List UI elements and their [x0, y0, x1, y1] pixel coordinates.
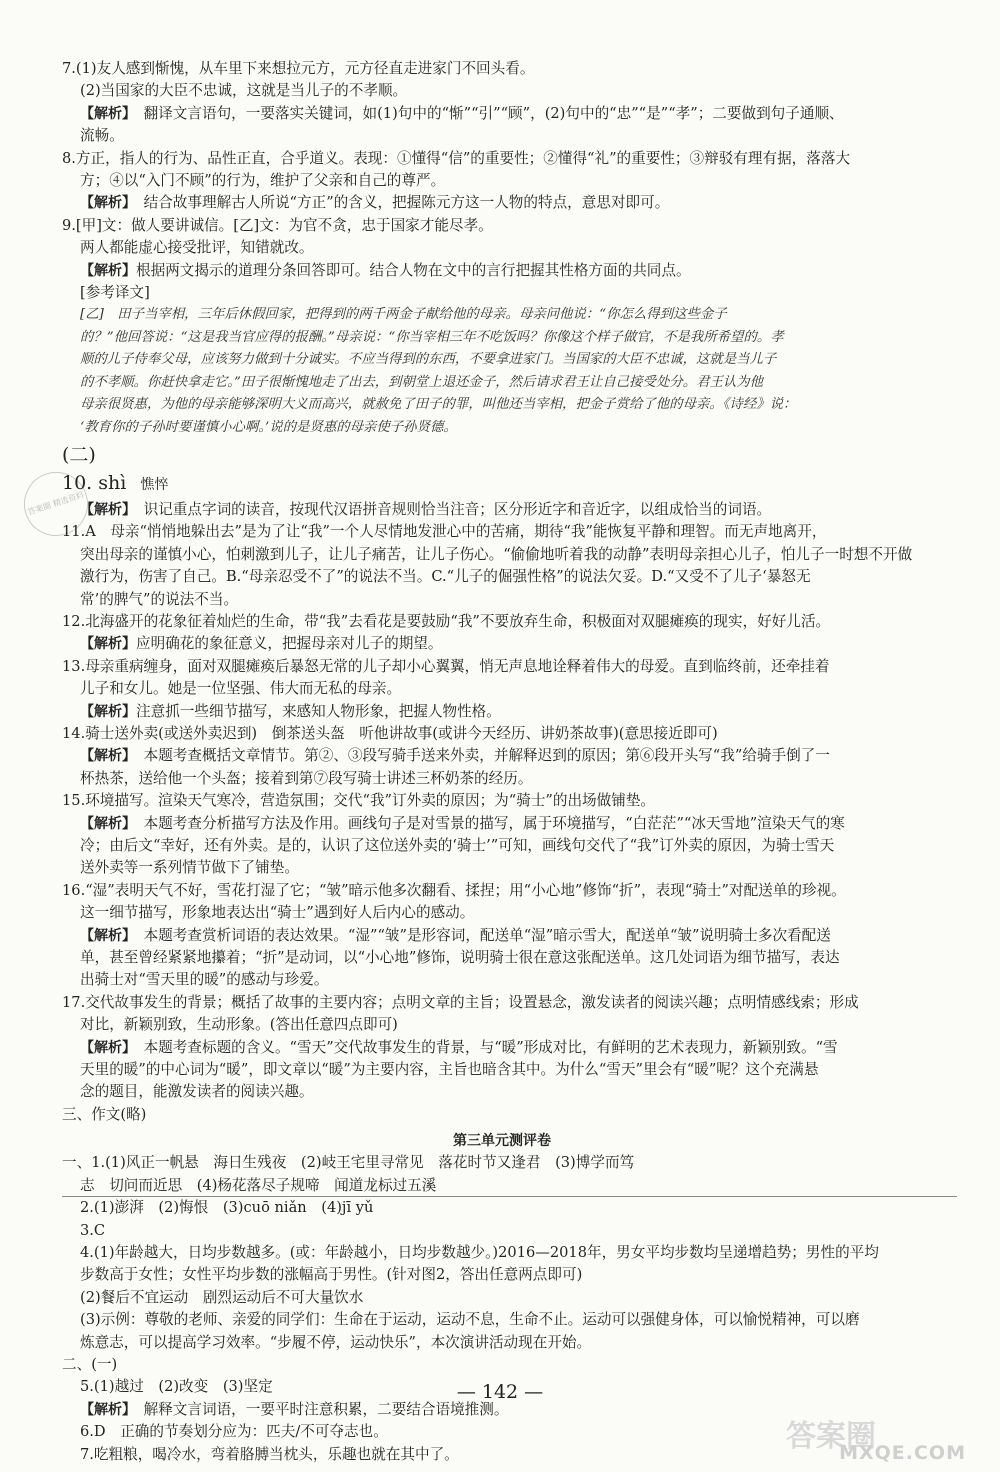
translation-line: 的不孝顺。你赶快拿走它。”田子很惭愧地走了出去，到朝堂上退还金子，然后请求君王让自己接受处分。君王认为他 [80, 374, 764, 390]
answer-10: 10. shì 憔悴 [62, 471, 169, 494]
analysis-10: 【解析】 识记重点字词的读音，按现代汉语拼音规则恰当注音；区分形近字和音近字，以组成恰当的词语。 [80, 500, 772, 518]
translation-line: ‘教育你的子孙时要谨慎小心啊。’说的是贤惠的母亲使子孙贤德。 [80, 419, 457, 435]
analysis-15-cont: 冷；由后文“幸好，还有外卖。是的，认识了这位送外卖的‘骑士’”可知，画线句交代了“我”订外卖的原因，为骑士雪天 [80, 837, 835, 854]
unit3-answer-4-3-cont: 炼意志，可以提高学习效率。“步履不停，运动快乐”，本次演讲活动现在开始。 [80, 1333, 592, 1351]
analysis-8: 【解析】 结合故事理解古人所说“方正”的含义，把握陈元方这一人物的特点，意思对即可。 [80, 194, 670, 212]
answer-12: 12.北海盛开的花象征着灿烂的生命，带“我”去看花是要鼓励“我”不要放弃生命，积极面对双腿瘫痪的现实，好好儿活。 [62, 612, 831, 630]
answer-15: 15.环境描写。渲染天气寒冷，营造氛围；交代“我”订外卖的原因；为“骑士”的出场做铺垫。 [62, 792, 656, 810]
analysis-tag: 【解析】 [80, 262, 136, 279]
answer-14: 14.骑士送外卖(或送外卖迟到) 倒茶送头盔 听他讲故事(或讲今天经历、讲奶茶故事)(意思接近即可) [62, 724, 718, 742]
analysis-tag: 【解析】 [80, 636, 136, 653]
answer-7-1: 7.(1)友人感到惭愧，从车里下来想拉元方，元方径直走进家门不回头看。 [62, 60, 535, 77]
analysis-12: 【解析】应明确花的象征意义，把握母亲对儿子的期望。 [80, 635, 443, 653]
analysis-tag: 【解析】 [80, 195, 129, 212]
analysis-14-cont: 杯热茶，送给他一个头盔；接着到第⑦段写骑士讲述三杯奶茶的经历。 [80, 769, 533, 787]
analysis-17: 【解析】 本题考查标题的含义。“雪天”交代故事发生的背景，与“暖”形成对比，有鲜明的艺术表现力，新颖别致。“雪 [80, 1038, 838, 1056]
answer-16: 16.“湿”表明天气不好，雪花打湿了它；“皱”暗示他多次翻看、揉捏；用“小心地”修饰“折”，表现“骑士”对配送单的珍视。 [62, 881, 846, 899]
analysis-17-cont: 天里的暖”的中心词为“暖”，即文章以“暖”为主要内容，主旨也暗含其中。为什么“雪天”里会有“暖”呢？这个充满悬 [80, 1061, 819, 1079]
translation-line: [乙] 田子当宰相，三年后休假回家，把得到的两千两金子献给他的母亲。母亲问他说：“你怎么得到这些金子 [80, 307, 727, 323]
unit3-answer-4-cont: 步数高于女性；女性平均步数的涨幅高于男性。(针对图2，答出任意两点即可) [80, 1266, 583, 1284]
unit3-answer-5: 5.(1)越过 (2)改变 (3)坚定 [80, 1378, 273, 1396]
unit3-analysis-5: 【解析】 解释文言词语，一要平时注意积累，二要结合语境推测。 [80, 1400, 509, 1418]
answer-8: 8.方正，指人的行为、品性正直，合乎道义。表现：①懂得“信”的重要性；②懂得“礼”的重要性；③辩驳有理有据，落落大 [62, 149, 851, 167]
analysis-16-cont: 出骑士对“雪天里的暖”的感动与珍爱。 [80, 971, 329, 989]
answer-composition: 三、作文(略) [62, 1105, 147, 1123]
analysis-tag: 【解析】 [80, 748, 129, 765]
unit3-section-2: 二、(一) [62, 1355, 118, 1373]
analysis-17-cont: 念的题目，能激发读者的阅读兴趣。 [80, 1083, 314, 1101]
answer-11-cont: 激行为，伤害了自己。B.“母亲忍受不了”的说法不当。C.“儿子的倔强性格”的说法欠妥。D.“又受不了儿子‘暴怒无 [80, 568, 811, 586]
analysis-tag: 【解析】 [80, 501, 129, 518]
analysis-7-cont: 流畅。 [80, 127, 124, 145]
unit3-answer-7: 7.吃粗粮，喝冷水，弯着胳膊当枕头，乐趣也就在其中了。 [80, 1445, 459, 1463]
analysis-tag: 【解析】 [80, 1039, 129, 1056]
analysis-tag: 【解析】 [80, 1401, 129, 1418]
section-heading: (二) [62, 443, 96, 466]
faded-stamp: 答案圈 精选资料 [16, 464, 97, 545]
translation-line: 的？”他回答说：“这是我当官应得的报酬。”母亲说：“你当宰相三年不吃饭吗？你像这个样子做官，不是我所希望的。孝 [80, 329, 784, 345]
unit3-answer-2: 2.(1)澎湃 (2)悔恨 (3)cuō niǎn (4)jī yǔ [80, 1199, 374, 1217]
translation-line: 母亲很贤惠，为他的母亲能够深明大义而高兴，就赦免了田子的罪，叫他还当宰相，把金子赏给了他的母亲。《诗经》说： [80, 397, 797, 413]
scan-rule-line [62, 1196, 957, 1197]
answer-text [62, 58, 942, 1466]
answer-17: 17.交代故事发生的背景；概括了故事的主要内容；点明文章的主旨；设置悬念，激发读者的阅读兴趣；点明情感线索；形成 [62, 993, 859, 1011]
answer-11-cont: 突出母亲的谨慎小心，怕刺激到儿子，让儿子痛苦，让儿子伤心。“偷偷地听着我的动静”表明母亲担心儿子，怕儿子一时想不开做 [80, 545, 913, 563]
analysis-16: 【解析】 本题考查赏析词语的表达效果。“湿”“皱”是形容词，配送单“湿”暗示雪大，配送单“皱”说明骑士多次看配送 [80, 926, 831, 944]
page-number: — 142 — [456, 1381, 544, 1403]
unit3-answer-3: 3.C [80, 1221, 106, 1239]
analysis-15: 【解析】 本题考查分析描写方法及作用。画线句子是对雪景的描写，属于环境描写，“白茫茫”“冰天雪地”渲染天气的寒 [80, 814, 845, 832]
watermark-url: MXQE.COM [839, 1442, 966, 1464]
unit3-answer-4-3: (3)示例：尊敬的老师、亲爱的同学们：生命在于运动，运动不息，生命不止。运动可以强健身体，可以愉悦精神，可以磨 [80, 1311, 860, 1329]
analysis-7: 【解析】 翻译文言语句，一要落实关键词，如(1)句中的“惭”“引”“顾”，(2)句中的“忠”“是”“孝”；二要做到句子通顺、 [80, 104, 844, 122]
unit3-answer-4: 4.(1)年龄越大，日均步数越多。(或：年龄越小，日均步数越少。)2016—2018年，男女平均步数均呈递增趋势；男性的平均 [80, 1243, 879, 1261]
watermark-mark: 答案圈 [786, 1419, 876, 1454]
answer-8-cont: 方；④以“入门不顾”的行为，维护了父亲和自己的尊严。 [80, 172, 446, 190]
answer-11-cont: 常’的脾气”的说法不当。 [80, 590, 239, 608]
answer-17-cont: 对比，新颖别致，生动形象。(答出任意四点即可) [80, 1016, 398, 1034]
analysis-tag: 【解析】 [80, 927, 129, 944]
translation-heading: [参考译文] [80, 284, 150, 302]
answer-7-2: (2)当国家的大臣不忠诚，这就是当儿子的不孝顺。 [80, 82, 408, 100]
answer-13-cont: 儿子和女儿。她是一位坚强、伟大而无私的母亲。 [80, 680, 402, 698]
analysis-tag: 【解析】 [80, 815, 129, 832]
answer-11: 11.A 母亲“悄悄地躲出去”是为了让“我”一个人尽情地发泄心中的苦痛，期待“我”能恢复平静和理智。而无声地离开， [62, 523, 827, 541]
analysis-tag: 【解析】 [80, 703, 136, 720]
analysis-15-cont: 送外卖等一系列情节做下了铺垫。 [80, 859, 299, 877]
answer-9: 9.[甲]文：做人要讲诚信。[乙]文：为官不贪，忠于国家才能尽孝。 [62, 216, 493, 234]
answer-13: 13.母亲重病缠身，面对双腿瘫痪后暴怒无常的儿子却小心翼翼，悄无声息地诠释着伟大的母爱。直到临终前，还牵挂着 [62, 657, 830, 675]
analysis-16-cont: 单，甚至曾经紧紧地攥着；“折”是动词，以“小心地”修饰，说明骑士很在意这张配送单。这几处词语为细节描写，表达 [80, 949, 840, 967]
analysis-9: 【解析】根据两文揭示的道理分条回答即可。结合人物在文中的言行把握其性格方面的共同点。 [80, 261, 691, 279]
unit3-answer-6: 6.D 正确的节奏划分应为：匹夫/不可夺志也。 [80, 1423, 388, 1441]
unit3-answer-4-2: (2)餐后不宜运动 剧烈运动后不可大量饮水 [80, 1288, 364, 1306]
translation-line: 顺的儿子侍奉父母，应该努力做到十分诚实。不应当得到的东西，不要拿进家门。当国家的大臣不忠诚，这就是当儿子 [80, 352, 777, 368]
unit3-answer-1-cont: 志 切问而近思 (4)杨花落尽子规啼 闻道龙标过五溪 [80, 1176, 437, 1194]
answer-9-cont: 两人都能虚心接受批评，知错就改。 [80, 239, 314, 257]
unit-title: 第三单元测评卷 [453, 1133, 551, 1150]
unit3-answer-1: 一、1.(1)风正一帆悬 海日生残夜 (2)岐王宅里寻常见 落花时节又逢君 (3)博学而笃 [62, 1154, 635, 1172]
analysis-13: 【解析】注意抓一些细节描写，来感知人物形象，把握人物性格。 [80, 702, 501, 720]
analysis-tag: 【解析】 [80, 105, 129, 122]
analysis-14: 【解析】 本题考查概括文章情节。第②、③段写骑手送来外卖，并解释迟到的原因；第⑥段开头写“我”给骑手倒了一 [80, 747, 830, 765]
answer-16-cont: 这一细节描写，形象地表达出“骑士”遇到好人后内心的感动。 [80, 904, 475, 922]
